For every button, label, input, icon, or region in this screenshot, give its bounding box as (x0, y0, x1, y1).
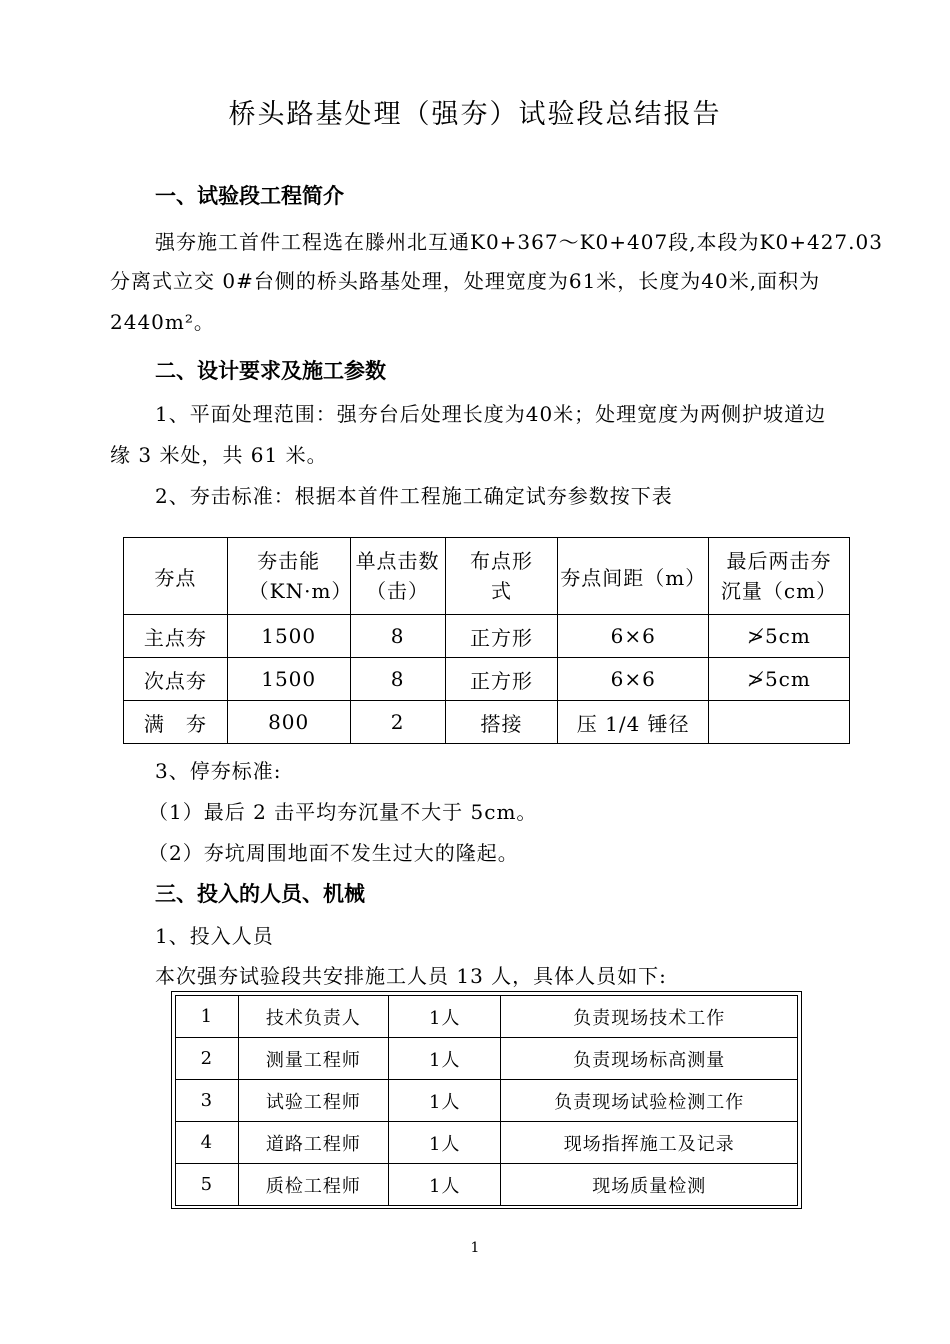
table-cell: 现场质量检测 (501, 1164, 798, 1206)
table-cell: 4 (176, 1122, 239, 1164)
table-header-cell: 最后两击夯沉量（cm） (709, 538, 850, 615)
table-cell: 试验工程师 (238, 1080, 388, 1122)
table-header-row (124, 538, 850, 615)
table-cell: 1 (176, 996, 239, 1038)
table-cell: 测量工程师 (238, 1038, 388, 1080)
table-cell: 负责现场标高测量 (501, 1038, 798, 1080)
table-cell: 道路工程师 (238, 1122, 388, 1164)
section-3-heading: 三、投入的人员、机械 (155, 882, 365, 906)
table-cell: 正方形 (445, 615, 558, 658)
table-cell: 1人 (389, 996, 501, 1038)
section-2-item-1-line-1: 1、平面处理范围：强夯台后处理长度为40米；处理宽度为两侧护坡道边 (155, 402, 827, 426)
table-cell: 5 (176, 1164, 239, 1206)
table-cell: 搭接 (445, 701, 558, 744)
table-row (176, 1038, 798, 1080)
table-cell: 质检工程师 (238, 1164, 388, 1206)
table-cell: 1500 (227, 658, 350, 701)
table-cell: 满 夯 (124, 701, 228, 744)
table-row (124, 658, 850, 701)
section-1-para-line-1: 强夯施工首件工程选在滕州北互通K0+367～K0+407段,本段为K0+427.03 (155, 230, 883, 254)
table-cell: 次点夯 (124, 658, 228, 701)
table-cell: 800 (227, 701, 350, 744)
table-cell: 1人 (389, 1164, 501, 1206)
table-row (124, 701, 850, 744)
table-header-cell: 布点形式 (445, 538, 558, 615)
section-2-item-3: 3、停夯标准: (155, 759, 282, 783)
staff-table-frame (171, 991, 802, 1209)
table-cell: 1人 (389, 1038, 501, 1080)
table-cell: 2 (350, 701, 445, 744)
table-cell (709, 701, 850, 744)
table-cell: 压 1/4 锤径 (558, 701, 709, 744)
section-1-para-line-2: 分离式立交 0#台侧的桥头路基处理，处理宽度为61米，长度为40米,面积为 (110, 269, 821, 293)
table-row (176, 1080, 798, 1122)
table-row (124, 615, 850, 658)
table-cell: ≯5cm (709, 615, 850, 658)
table-cell: 负责现场技术工作 (501, 996, 798, 1038)
section-2-item-3-1: （1）最后 2 击平均夯沉量不大于 5cm。 (148, 800, 538, 824)
table-cell: 1500 (227, 615, 350, 658)
table-header-cell: 夯击能（KN·m） (227, 538, 350, 615)
section-2-item-2: 2、夯击标准：根据本首件工程施工确定试夯参数按下表 (155, 484, 673, 508)
table-row (176, 1164, 798, 1206)
section-3-sub-1: 1、投入人员 (155, 924, 274, 948)
table-cell: 正方形 (445, 658, 558, 701)
table-cell: 负责现场试验检测工作 (501, 1080, 798, 1122)
table-header-cell: 单点击数（击） (350, 538, 445, 615)
table-cell: 主点夯 (124, 615, 228, 658)
table-cell: 现场指挥施工及记录 (501, 1122, 798, 1164)
section-2-heading: 二、设计要求及施工参数 (155, 359, 386, 383)
table-cell: 技术负责人 (238, 996, 388, 1038)
table-cell: 6×6 (558, 658, 709, 701)
page-number: 1 (470, 1240, 480, 1256)
table-cell: 2 (176, 1038, 239, 1080)
table-cell: 1人 (389, 1080, 501, 1122)
tamping-parameters-table (123, 537, 850, 744)
table-row (176, 996, 798, 1038)
table-cell: ≯5cm (709, 658, 850, 701)
section-2-item-1-line-2: 缘 3 米处，共 61 米。 (110, 443, 328, 467)
section-1-heading: 一、试验段工程简介 (155, 184, 344, 208)
table-header-cell: 夯点 (124, 538, 228, 615)
table-header-cell: 夯点间距（m） (558, 538, 709, 615)
table-cell: 6×6 (558, 615, 709, 658)
section-2-item-3-2: （2）夯坑周围地面不发生过大的隆起。 (148, 841, 519, 865)
section-3-intro: 本次强夯试验段共安排施工人员 13 人，具体人员如下: (155, 964, 667, 988)
section-1-para-line-3: 2440m²。 (110, 310, 215, 334)
table-row (176, 1122, 798, 1164)
table-cell: 8 (350, 658, 445, 701)
table-cell: 8 (350, 615, 445, 658)
staff-table (175, 995, 798, 1206)
page-title: 桥头路基处理（强夯）试验段总结报告 (228, 99, 722, 130)
table-cell: 1人 (389, 1122, 501, 1164)
table-cell: 3 (176, 1080, 239, 1122)
